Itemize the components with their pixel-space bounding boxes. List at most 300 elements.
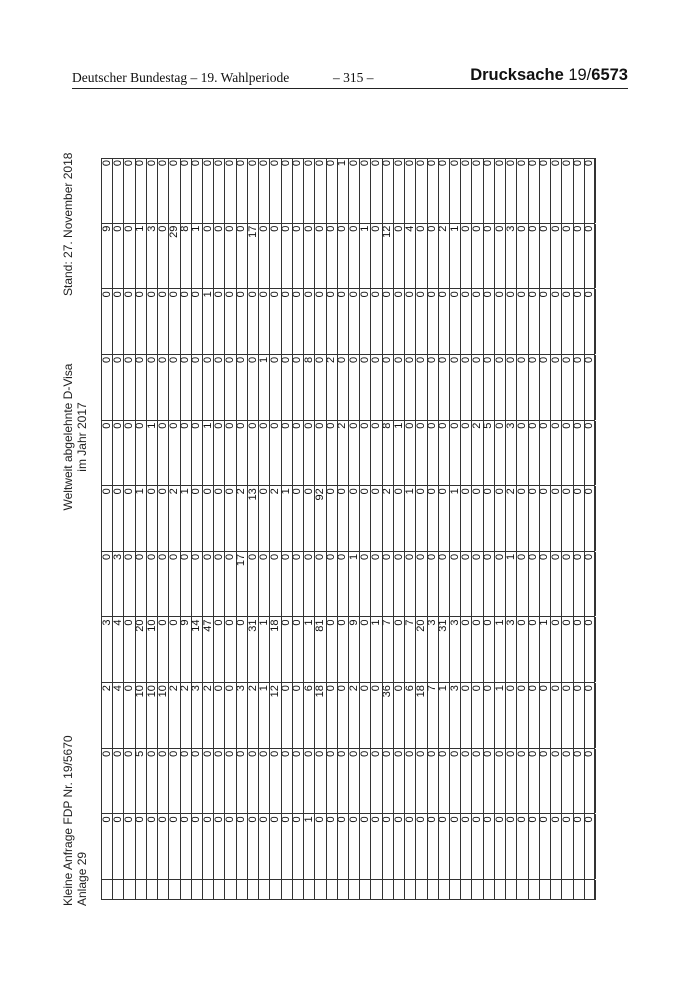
- table-cell: 0: [517, 683, 528, 748]
- table-cell: 20: [136, 617, 147, 682]
- table-cell: 17: [248, 224, 259, 289]
- table-cell: 0: [551, 421, 562, 486]
- table-column: [101, 158, 595, 224]
- table-cell: 0: [450, 421, 461, 486]
- table-cell: 0: [102, 814, 113, 879]
- table-cell: 0: [136, 421, 147, 486]
- table-cell: 6: [304, 683, 315, 748]
- table-cell: 0: [226, 224, 237, 289]
- table-cell: 0: [338, 289, 349, 354]
- table-cell: 0: [383, 355, 394, 420]
- table-cell: 0: [495, 552, 506, 617]
- table-cell: 0: [484, 224, 495, 289]
- table-cell: 0: [327, 814, 338, 879]
- table-cell: 0: [124, 158, 135, 223]
- table-cell: 0: [450, 814, 461, 879]
- table-cell: 3: [428, 617, 439, 682]
- table-cell: 1: [192, 224, 203, 289]
- table-cell: 0: [349, 814, 360, 879]
- table-cell: 0: [371, 224, 382, 289]
- table-cell: 0: [248, 158, 259, 223]
- table-cell: 4: [113, 617, 124, 682]
- table-cell: 0: [192, 749, 203, 814]
- table-cell: 1: [304, 617, 315, 682]
- table-cell: 2: [506, 486, 517, 551]
- table-cell: 14: [192, 617, 203, 682]
- table-cell: 0: [203, 355, 214, 420]
- table-cell: 0: [124, 421, 135, 486]
- table-cell: 0: [450, 158, 461, 223]
- table-cell: 1: [371, 617, 382, 682]
- table-cell: 0: [551, 683, 562, 748]
- table-cell: 36: [383, 683, 394, 748]
- table-cell: 0: [484, 552, 495, 617]
- table-cell: 0: [540, 486, 551, 551]
- table-cell: 0: [428, 289, 439, 354]
- table-cell: 0: [304, 289, 315, 354]
- table-cell: 0: [315, 814, 326, 879]
- table-cell: 1: [203, 421, 214, 486]
- table-cell: 7: [405, 617, 416, 682]
- table-cell: 1: [136, 486, 147, 551]
- table-cell: 0: [338, 486, 349, 551]
- table-cell: 0: [282, 224, 293, 289]
- table-column: [101, 421, 595, 487]
- table-cell: 0: [158, 421, 169, 486]
- table-cell: 0: [259, 552, 270, 617]
- table-cell: 0: [371, 421, 382, 486]
- table-cell: 0: [158, 814, 169, 879]
- table-cell: 0: [259, 224, 270, 289]
- table-cell: 0: [506, 814, 517, 879]
- table-cell: 6: [405, 683, 416, 748]
- table-cell: 0: [428, 421, 439, 486]
- table-cell: 0: [529, 683, 540, 748]
- table-cell: 0: [394, 814, 405, 879]
- row-label-cell: [450, 880, 461, 900]
- row-label-cell: [259, 880, 270, 900]
- table-cell: 0: [270, 814, 281, 879]
- row-label-cell: [203, 880, 214, 900]
- table-cell: 0: [237, 158, 248, 223]
- table-cell: 0: [473, 814, 484, 879]
- table-cell: 0: [327, 158, 338, 223]
- table-cell: 0: [450, 355, 461, 420]
- table-cell: 0: [226, 617, 237, 682]
- table-cell: 0: [484, 617, 495, 682]
- row-label-cell: [495, 880, 506, 900]
- table-cell: 0: [102, 158, 113, 223]
- table-cell: 0: [394, 224, 405, 289]
- table-cell: 0: [327, 749, 338, 814]
- table-cell: 0: [574, 421, 585, 486]
- table-cell: 0: [338, 617, 349, 682]
- table-cell: 0: [495, 158, 506, 223]
- table-cell: 0: [495, 289, 506, 354]
- table-cell: 0: [540, 289, 551, 354]
- table-cell: 0: [282, 158, 293, 223]
- table-cell: 0: [529, 486, 540, 551]
- table-cell: 0: [282, 814, 293, 879]
- table-cell: 8: [383, 421, 394, 486]
- table-cell: 0: [327, 224, 338, 289]
- table-cell: 0: [169, 552, 180, 617]
- table-cell: 0: [293, 224, 304, 289]
- anlage-line-2: Anlage 29: [75, 851, 89, 906]
- table-cell: 0: [270, 552, 281, 617]
- table-cell: 0: [158, 749, 169, 814]
- table-cell: 0: [551, 486, 562, 551]
- table-cell: 0: [124, 224, 135, 289]
- table-column: [101, 683, 595, 749]
- table-cell: 0: [540, 749, 551, 814]
- table-cell: 0: [551, 814, 562, 879]
- table-cell: 0: [473, 486, 484, 551]
- table-cell: 0: [203, 486, 214, 551]
- table-cell: 0: [248, 289, 259, 354]
- row-label-cell: [338, 880, 349, 900]
- table-cell: 0: [293, 158, 304, 223]
- table-cell: 0: [270, 749, 281, 814]
- table-cell: 5: [136, 749, 147, 814]
- table-cell: 0: [102, 749, 113, 814]
- table-cell: 0: [473, 355, 484, 420]
- rotated-table-page: [60, 152, 600, 916]
- table-cell: 0: [327, 289, 338, 354]
- table-cell: 0: [192, 355, 203, 420]
- table-cell: 0: [517, 224, 528, 289]
- table-cell: 1: [304, 814, 315, 879]
- table-cell: 0: [551, 552, 562, 617]
- table-cell: 0: [158, 355, 169, 420]
- table-cell: 0: [214, 814, 225, 879]
- table-cell: 0: [270, 355, 281, 420]
- table-cell: 0: [226, 683, 237, 748]
- table-cell: 0: [214, 421, 225, 486]
- row-label-cell: [517, 880, 528, 900]
- table-cell: 0: [147, 552, 158, 617]
- row-label-cell: [136, 880, 147, 900]
- table-cell: 0: [304, 158, 315, 223]
- table-cell: 2: [349, 683, 360, 748]
- table-cell: 0: [517, 617, 528, 682]
- table-cell: 0: [270, 224, 281, 289]
- table-cell: 2: [181, 683, 192, 748]
- table-cell: 0: [574, 617, 585, 682]
- table-cell: 0: [113, 289, 124, 354]
- table-cell: 13: [248, 486, 259, 551]
- table-cell: 0: [416, 552, 427, 617]
- table-cell: 0: [304, 421, 315, 486]
- table-cell: 0: [293, 749, 304, 814]
- table-cell: 0: [113, 486, 124, 551]
- row-label-cell: [574, 880, 585, 900]
- table-cell: 0: [562, 814, 573, 879]
- table-cell: 0: [259, 158, 270, 223]
- table-cell: 3: [506, 617, 517, 682]
- table-cell: 2: [473, 421, 484, 486]
- table-cell: 0: [574, 224, 585, 289]
- table-cell: 31: [248, 617, 259, 682]
- table-cell: 1: [495, 683, 506, 748]
- table-cell: 0: [540, 355, 551, 420]
- table-cell: 0: [124, 355, 135, 420]
- table-cell: 10: [136, 683, 147, 748]
- table-cell: 0: [540, 421, 551, 486]
- table-cell: 0: [371, 814, 382, 879]
- table-cell: 0: [181, 814, 192, 879]
- table-cell: 0: [293, 814, 304, 879]
- row-label-cell: [293, 880, 304, 900]
- table-cell: 0: [214, 749, 225, 814]
- table-cell: 0: [136, 552, 147, 617]
- table-cell: 0: [416, 421, 427, 486]
- table-cell: 0: [484, 683, 495, 748]
- table-cell: 0: [192, 421, 203, 486]
- table-cell: 1: [450, 486, 461, 551]
- table-cell: 0: [439, 749, 450, 814]
- table-cell: 0: [562, 289, 573, 354]
- table-cell: 0: [585, 486, 596, 551]
- table-cell: 1: [203, 289, 214, 354]
- table-cell: 0: [574, 486, 585, 551]
- table-cell: 0: [360, 421, 371, 486]
- table-cell: 0: [461, 421, 472, 486]
- table-cell: 0: [551, 289, 562, 354]
- table-cell: 0: [136, 355, 147, 420]
- table-cell: 0: [551, 617, 562, 682]
- table-cell: 4: [405, 224, 416, 289]
- table-cell: 1: [147, 421, 158, 486]
- row-label-cell: [282, 880, 293, 900]
- table-cell: 0: [349, 158, 360, 223]
- table-cell: 0: [428, 486, 439, 551]
- table-cell: 0: [394, 289, 405, 354]
- table-cell: 9: [349, 617, 360, 682]
- table-cell: 0: [315, 289, 326, 354]
- table-cell: 0: [416, 749, 427, 814]
- table-cell: 0: [248, 814, 259, 879]
- table-cell: 0: [461, 683, 472, 748]
- table-cell: 1: [495, 617, 506, 682]
- table-cell: 0: [147, 355, 158, 420]
- table-cell: 0: [338, 552, 349, 617]
- table-cell: 0: [282, 552, 293, 617]
- row-label-cell: [394, 880, 405, 900]
- table-cell: 0: [349, 749, 360, 814]
- table-cell: 0: [529, 355, 540, 420]
- table-cell: 0: [473, 158, 484, 223]
- drucksache-suffix: 6573: [591, 66, 628, 84]
- table-cell: 0: [147, 486, 158, 551]
- table-column: [101, 749, 595, 815]
- table-cell: 0: [293, 683, 304, 748]
- table-cell: 0: [540, 814, 551, 879]
- table-cell: 0: [169, 749, 180, 814]
- table-cell: 2: [102, 683, 113, 748]
- table-cell: 0: [158, 617, 169, 682]
- table-cell: 0: [360, 683, 371, 748]
- table-cell: 0: [158, 486, 169, 551]
- table-cell: 0: [214, 552, 225, 617]
- table-cell: 17: [237, 552, 248, 617]
- table-cell: 0: [562, 421, 573, 486]
- table-cell: 0: [574, 552, 585, 617]
- table-cell: 2: [169, 486, 180, 551]
- table-cell: 0: [192, 158, 203, 223]
- table-cell: 0: [461, 224, 472, 289]
- table-cell: 0: [181, 421, 192, 486]
- table-column: [101, 486, 595, 552]
- table-cell: 0: [428, 158, 439, 223]
- table-cell: 0: [439, 552, 450, 617]
- table-cell: 0: [484, 486, 495, 551]
- table-cell: 0: [517, 158, 528, 223]
- table-cell: 0: [585, 158, 596, 223]
- table-cell: 0: [169, 158, 180, 223]
- table-cell: 0: [562, 683, 573, 748]
- row-label-cell: [102, 880, 113, 900]
- table-cell: 0: [416, 289, 427, 354]
- table-cell: 0: [102, 552, 113, 617]
- table-cell: 0: [383, 552, 394, 617]
- table-cell: 0: [214, 617, 225, 682]
- table-cell: 0: [517, 552, 528, 617]
- table-cell: 0: [360, 552, 371, 617]
- table-cell: 0: [484, 814, 495, 879]
- table-cell: 0: [293, 355, 304, 420]
- table-cell: 0: [517, 749, 528, 814]
- table-cell: 0: [113, 224, 124, 289]
- table-cell: 0: [540, 683, 551, 748]
- table-cell: 0: [113, 355, 124, 420]
- table-cell: 0: [304, 224, 315, 289]
- table-cell: 0: [338, 224, 349, 289]
- table-cell: 0: [192, 289, 203, 354]
- table-cell: 0: [147, 749, 158, 814]
- table-cell: 0: [585, 289, 596, 354]
- table-cell: 1: [450, 224, 461, 289]
- table-cell: 0: [540, 158, 551, 223]
- table-cell: 1: [181, 486, 192, 551]
- table-cell: 9: [181, 617, 192, 682]
- table-cell: 0: [517, 355, 528, 420]
- table-cell: 0: [394, 683, 405, 748]
- table-column: [101, 289, 595, 355]
- table-cell: 0: [405, 355, 416, 420]
- table-cell: 0: [226, 552, 237, 617]
- row-label-cell: [214, 880, 225, 900]
- row-label-cell: [147, 880, 158, 900]
- table-cell: 0: [293, 552, 304, 617]
- row-label-cell: [461, 880, 472, 900]
- table-cell: 0: [585, 224, 596, 289]
- table-cell: 0: [439, 421, 450, 486]
- table-cell: 0: [315, 224, 326, 289]
- table-cell: 0: [226, 158, 237, 223]
- table-cell: 0: [540, 552, 551, 617]
- table-cell: 0: [495, 224, 506, 289]
- table-cell: 0: [315, 355, 326, 420]
- table-cell: 0: [181, 552, 192, 617]
- row-label-cell: [439, 880, 450, 900]
- table-cell: 18: [315, 683, 326, 748]
- table-cell: 0: [517, 486, 528, 551]
- table-cell: 0: [394, 617, 405, 682]
- table-title-line-1: Weltweit abgelehnte D-Visa: [61, 363, 75, 511]
- table-cell: 0: [192, 486, 203, 551]
- table-cell: 0: [517, 289, 528, 354]
- row-label-cell: [169, 880, 180, 900]
- table-cell: 0: [405, 289, 416, 354]
- row-label-cell: [327, 880, 338, 900]
- table-cell: 0: [203, 224, 214, 289]
- table-cell: 0: [540, 224, 551, 289]
- row-label-cell: [585, 880, 596, 900]
- table-cell: 0: [383, 158, 394, 223]
- table-cell: 0: [293, 289, 304, 354]
- table-cell: 0: [529, 617, 540, 682]
- table-cell: 0: [506, 355, 517, 420]
- table-cell: 0: [293, 421, 304, 486]
- table-cell: 0: [405, 421, 416, 486]
- table-cell: 0: [338, 814, 349, 879]
- table-cell: 0: [506, 749, 517, 814]
- table-cell: 0: [450, 749, 461, 814]
- table-cell: 0: [136, 289, 147, 354]
- table-cell: 0: [383, 749, 394, 814]
- table-cell: 0: [270, 158, 281, 223]
- row-label-cell: [360, 880, 371, 900]
- table-cell: 0: [360, 158, 371, 223]
- table-cell: 0: [327, 683, 338, 748]
- table-cell: 2: [169, 683, 180, 748]
- table-cell: 1: [360, 224, 371, 289]
- table-cell: 3: [506, 224, 517, 289]
- table-cell: 0: [315, 158, 326, 223]
- table-cell: 12: [270, 683, 281, 748]
- table-cell: 10: [147, 683, 158, 748]
- table-cell: 3: [450, 683, 461, 748]
- table-cell: 0: [214, 486, 225, 551]
- table-cell: 7: [428, 683, 439, 748]
- table-cell: 0: [394, 486, 405, 551]
- table-cell: 0: [113, 814, 124, 879]
- table-cell: 0: [136, 814, 147, 879]
- table-cell: 0: [585, 683, 596, 748]
- row-label-cell: [124, 880, 135, 900]
- table-cell: 0: [529, 224, 540, 289]
- table-cell: 92: [315, 486, 326, 551]
- table-cell: 0: [124, 289, 135, 354]
- table-cell: 0: [529, 552, 540, 617]
- table-cell: 0: [562, 224, 573, 289]
- table-cell: 0: [405, 814, 416, 879]
- table-cell: 0: [585, 421, 596, 486]
- table-cell: 0: [495, 486, 506, 551]
- table-cell: 0: [214, 224, 225, 289]
- table-cell: 1: [259, 617, 270, 682]
- table-cell: 1: [338, 158, 349, 223]
- row-label-cell: [428, 880, 439, 900]
- table-cell: 0: [439, 289, 450, 354]
- row-label-cell: [349, 880, 360, 900]
- table-cell: 0: [304, 749, 315, 814]
- table-cell: 0: [371, 749, 382, 814]
- table-cell: 0: [226, 289, 237, 354]
- table-cell: 0: [562, 552, 573, 617]
- table-cell: 0: [169, 421, 180, 486]
